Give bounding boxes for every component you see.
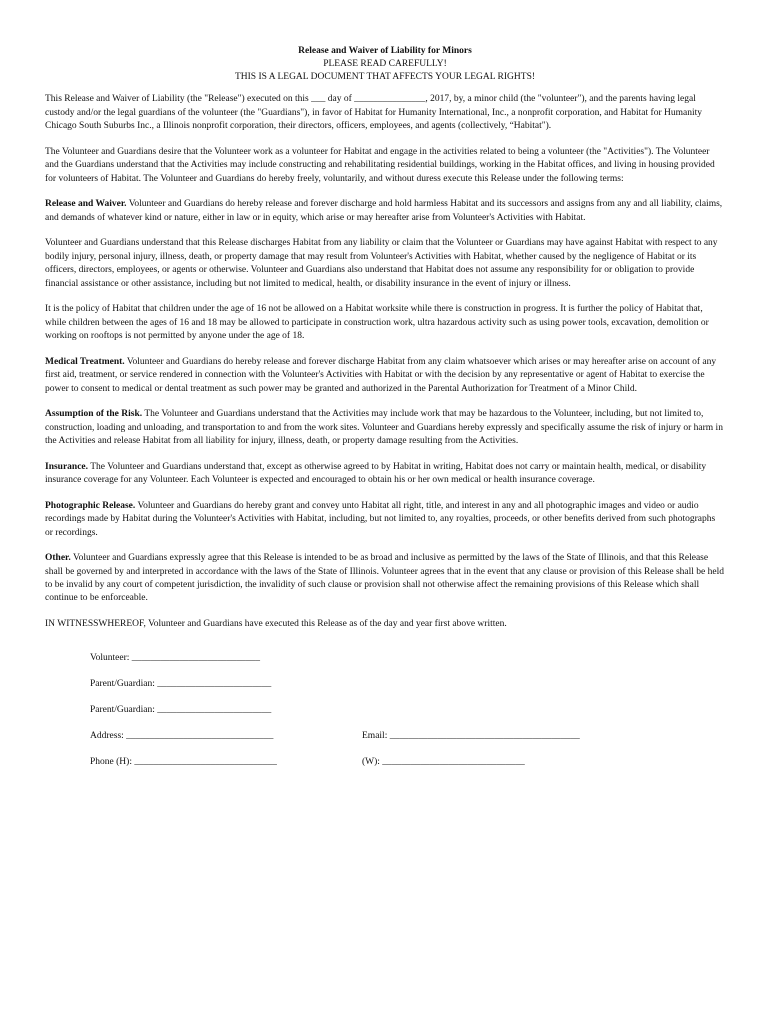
volunteer-signature-line[interactable]: Volunteer: ___________________________	[90, 652, 261, 663]
guardian-2-signature-line[interactable]: Parent/Guardian: ________________________	[90, 704, 272, 715]
other-section	[45, 552, 725, 606]
work-phone-field-line[interactable]: (W): ______________________________	[362, 756, 525, 767]
other-text: Volunteer and Guardians expressly agree that this Release is intended to be as broad and inclusive as permitted by the laws of the State of Illinois, and that this Release shall be governed by and interpreted in accordance with the laws of the State of Illinois. Volunteer agrees that in the event that any clause or provision of this Release shall be held to be invalid by any court of competent jurisdiction, the invalidity of such clause or provision shall not otherwise affect the remaining provisions of this Release which shall continue to be enforceable.	[45, 553, 724, 604]
signature-row-volunteer	[90, 645, 725, 671]
home-phone-field-line[interactable]: Phone (H): ______________________________	[90, 756, 277, 767]
signature-row-address-email	[90, 723, 725, 749]
signature-row-guardian-1	[90, 671, 725, 697]
activities-paragraph: The Volunteer and Guardians desire that the Volunteer work as a volunteer for Habitat and engage in the activities related to being a volunteer (the "Activities"). The Volunteer and the Guardians understand that the Activities may include constructing and rehabilitating residential buildings, working in the Habitat offices, and living in housing provided for volunteers of Habitat. The Volunteer and Guardians do hereby freely, voluntarily, and without duress execute this Release under the following terms:	[45, 146, 715, 184]
address-field-line[interactable]: Address: _______________________________	[90, 730, 274, 741]
signature-row-guardian-2	[90, 697, 725, 723]
signature-block	[45, 645, 725, 775]
insurance-text: The Volunteer and Guardians understand that, except as otherwise agreed to by Habitat in writing, Habitat does not carry or maintain health, medical, or disability insurance coverage for any Volunteer. Each Volunteer is expected and encouraged to obtain his or her own medical or health insurance coverage.	[45, 461, 707, 486]
document-subtitle-read-carefully: PLEASE READ CAREFULLY!	[323, 58, 447, 69]
assumption-risk-heading: Assumption of the Risk.	[45, 409, 143, 420]
medical-treatment-heading: Medical Treatment.	[45, 356, 125, 367]
insurance-heading: Insurance.	[45, 461, 89, 472]
medical-treatment-text: Volunteer and Guardians do hereby release and forever discharge Habitat from any claim whatsoever which arises or may hereafter arise on account of any first aid, treatment, or service rendered in connection with the Volunteer's Activities with Habitat or with the decision by any representative or agent of Habitat to exercise the power to consent to medical or dental treatment as such power may be granted and authorized in the Parental Authorization for Treatment of a Minor Child.	[45, 356, 717, 394]
document-subtitle-legal-rights: THIS IS A LEGAL DOCUMENT THAT AFFECTS YOUR LEGAL RIGHTS!	[234, 71, 536, 82]
document-title: Release and Waiver of Liability for Minors	[298, 46, 472, 56]
document-header	[45, 45, 725, 83]
assumption-risk-text: The Volunteer and Guardians understand that the Activities may include work that may be hazardous to the Volunteer, including, but not limited to, construction, loading and unloading, and transportation to and from the work sites. Volunteer and Guardians hereby expressly and specifically assume the risk of injury or harm in the Activities and release Habitat from all liability for injury, illness, death, or property damage resulting from the Activities.	[45, 409, 723, 447]
intro-paragraph: This Release and Waiver of Liability (the "Release") executed on this ___ day of _______________, 2017, by, a minor child (the "volunteer"), and the parents having legal custody and/or the legal guardians of the volunteer (the "Guardians"), in favor of Habitat for Humanity International, Inc., a nonprofit corporation, and Habitat for Humanity Chicago South Suburbs Inc., a Illinois nonprofit corporation, their directors, officers, employees, and agents (collectively, “Habitat").	[45, 94, 702, 132]
release-waiver-section	[45, 198, 725, 225]
other-heading: Other.	[45, 553, 71, 564]
photographic-release-text: Volunteer and Guardians do hereby grant and convey unto Habitat all right, title, and interest in any and all photographic images and video or audio recordings made by Habitat during the Volunteer's Activities with Habitat, including, but not limited to, any royalties, proceeds, or other benefits derived from such photographs or recordings.	[45, 500, 716, 538]
release-waiver-text: Volunteer and Guardians do hereby release and forever discharge and hold harmless Habitat and its successors and assigns from any and all liability, claims, and demands of whatever kind or nature, either in law or in equity, which arise or may hereafter arise from Volunteer's Activities with Habitat.	[45, 199, 723, 223]
photographic-release-section	[45, 500, 725, 540]
photographic-release-heading: Photographic Release.	[45, 500, 136, 511]
email-field-line[interactable]: Email: ________________________________________	[362, 730, 580, 741]
guardian-1-signature-line[interactable]: Parent/Guardian: ________________________	[90, 678, 272, 689]
discharge-paragraph: Volunteer and Guardians understand that this Release discharges Habitat from any liability or claim that the Volunteer or Guardians may have against Habitat with respect to any bodily injury, personal injury, illness, death, or property damage that may result from Volunteer's Activities with Habitat, whether caused by the negligence of Habitat or its officers, directors, employees, or agents or otherwise. Volunteer and Guardians also understand that Habitat does not assume any responsibility for or obligation to provide financial assistance or other assistance, including but not limited to medical, health, or disability insurance in the event of injury or illness.	[45, 238, 718, 289]
witness-paragraph: IN WITNESSWHEREOF, Volunteer and Guardians have executed this Release as of the day and year first above written.	[45, 618, 507, 629]
release-waiver-heading: Release and Waiver.	[45, 199, 127, 210]
insurance-section	[45, 461, 725, 488]
age-policy-paragraph: It is the policy of Habitat that children under the age of 16 not be allowed on a Habitat worksite while there is construction in progress. It is further the policy of Habitat that, while children between the ages of 16 and 18 may be allowed to participate in construction work, ultra hazardous activity such as using power tools, excavation, demolition or working on rooftops is not permitted by anyone under the age of 18.	[45, 304, 709, 342]
signature-row-phones	[90, 749, 725, 775]
medical-treatment-section	[45, 356, 725, 396]
assumption-risk-section	[45, 408, 725, 448]
